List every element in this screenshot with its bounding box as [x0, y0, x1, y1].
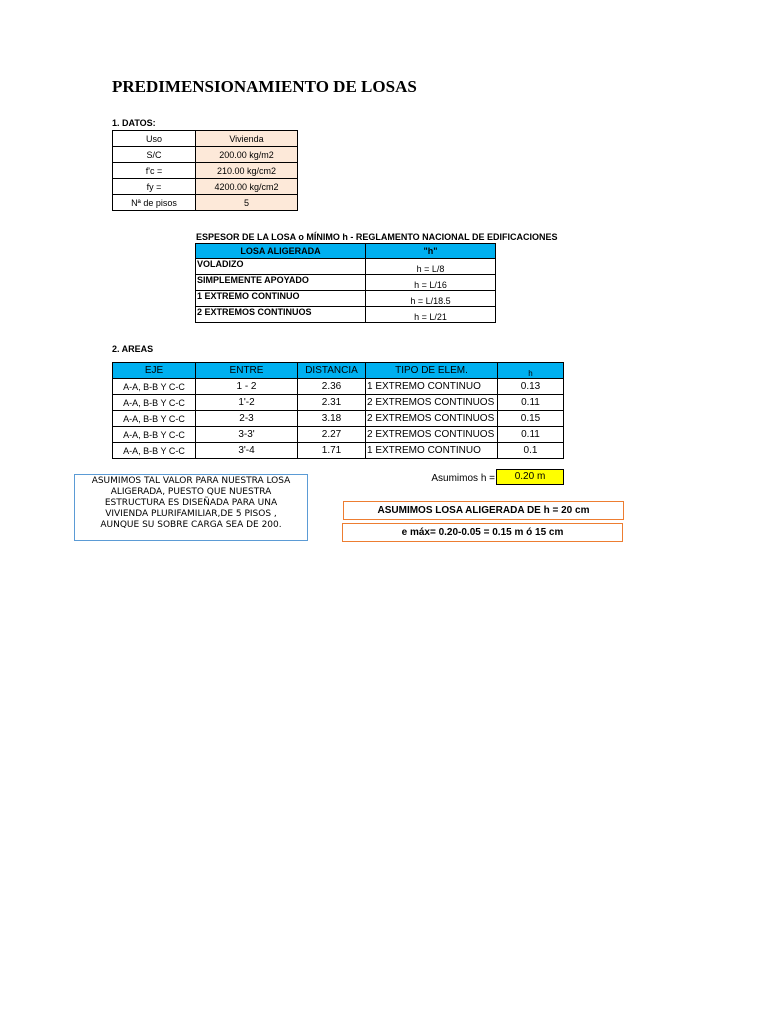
tipo-cell[interactable]: 1 EXTREMO CONTINUO — [366, 443, 498, 459]
espesor-label-cell[interactable]: 2 EXTREMOS CONTINUOS — [196, 307, 366, 323]
column-header-eje[interactable]: EJE — [113, 363, 196, 379]
espesor-formula-cell[interactable]: h = L/21 — [366, 307, 496, 323]
areas-table — [112, 362, 564, 459]
h-cell[interactable]: 0.15 — [498, 411, 564, 427]
espesor-formula-cell[interactable]: h = L/18.5 — [366, 291, 496, 307]
datos-value-cell[interactable]: 200.00 kg/m2 — [196, 147, 298, 163]
result-emax-box[interactable]: e máx= 0.20-0.05 = 0.15 m ó 15 cm — [342, 523, 623, 542]
distancia-cell[interactable]: 2.31 — [298, 395, 366, 411]
column-header-tipo[interactable]: TIPO DE ELEM. — [366, 363, 498, 379]
distancia-cell[interactable]: 3.18 — [298, 411, 366, 427]
espesor-formula-cell[interactable]: h = L/16 — [366, 275, 496, 291]
datos-label-cell[interactable]: Uso — [113, 131, 196, 147]
espesor-formula-cell[interactable]: h = L/8 — [366, 259, 496, 275]
datos-value-cell[interactable]: 5 — [196, 195, 298, 211]
table-row — [113, 411, 564, 427]
datos-label-cell[interactable]: fy = — [113, 179, 196, 195]
distancia-cell[interactable]: 2.36 — [298, 379, 366, 395]
column-header-distancia[interactable]: DISTANCIA — [298, 363, 366, 379]
table-row — [113, 395, 564, 411]
table-row — [113, 427, 564, 443]
entre-cell[interactable]: 3'-4 — [196, 443, 298, 459]
entre-cell[interactable]: 3-3' — [196, 427, 298, 443]
asumimos-value-cell[interactable]: 0.20 m — [496, 469, 564, 485]
table-row — [196, 291, 496, 307]
table-row — [113, 379, 564, 395]
column-header-h[interactable]: "h" — [366, 244, 496, 259]
distancia-cell[interactable]: 2.27 — [298, 427, 366, 443]
tipo-cell[interactable]: 2 EXTREMOS CONTINUOS — [366, 395, 498, 411]
entre-cell[interactable]: 1 - 2 — [196, 379, 298, 395]
table-row — [113, 179, 298, 195]
table-header-row — [196, 244, 496, 259]
eje-cell[interactable]: A-A, B-B Y C-C — [113, 443, 196, 459]
table-row — [196, 259, 496, 275]
asumimos-label: Asumimos h = — [431, 473, 495, 484]
tipo-cell[interactable]: 2 EXTREMOS CONTINUOS — [366, 411, 498, 427]
h-cell[interactable]: 0.11 — [498, 427, 564, 443]
datos-value-cell[interactable]: 210.00 kg/cm2 — [196, 163, 298, 179]
tipo-cell[interactable]: 1 EXTREMO CONTINUO — [366, 379, 498, 395]
entre-cell[interactable]: 2-3 — [196, 411, 298, 427]
table-row — [113, 195, 298, 211]
distancia-cell[interactable]: 1.71 — [298, 443, 366, 459]
eje-cell[interactable]: A-A, B-B Y C-C — [113, 395, 196, 411]
h-cell[interactable]: 0.1 — [498, 443, 564, 459]
table-row — [113, 131, 298, 147]
result-losa-box[interactable]: ASUMIMOS LOSA ALIGERADA DE h = 20 cm — [343, 501, 624, 520]
espesor-table — [195, 243, 496, 323]
entre-cell[interactable]: 1'-2 — [196, 395, 298, 411]
datos-value-cell[interactable]: Vivienda — [196, 131, 298, 147]
datos-label: 1. DATOS: — [112, 118, 156, 128]
tipo-cell[interactable]: 2 EXTREMOS CONTINUOS — [366, 427, 498, 443]
datos-label-cell[interactable]: f'c = — [113, 163, 196, 179]
table-header-row — [113, 363, 564, 379]
table-row — [113, 443, 564, 459]
espesor-title: ESPESOR DE LA LOSA o MÍNIMO h - REGLAMENTO NACIONAL DE EDIFICACIONES — [196, 232, 558, 242]
espesor-label-cell[interactable]: SIMPLEMENTE APOYADO — [196, 275, 366, 291]
column-header-h[interactable]: h — [498, 363, 564, 379]
datos-value-cell[interactable]: 4200.00 kg/cm2 — [196, 179, 298, 195]
h-cell[interactable]: 0.11 — [498, 395, 564, 411]
h-cell[interactable]: 0.13 — [498, 379, 564, 395]
note-textbox[interactable]: ASUMIMOS TAL VALOR PARA NUESTRA LOSA ALIGERADA, PUESTO QUE NUESTRA ESTRUCTURA ES DISEÑADA PARA UNA VIVIENDA PLURIFAMILIAR,DE 5 PISOS , AUNQUE SU SOBRE CARGA SEA DE 200. — [74, 474, 308, 541]
areas-label: 2. AREAS — [112, 344, 154, 354]
eje-cell[interactable]: A-A, B-B Y C-C — [113, 411, 196, 427]
table-row — [196, 275, 496, 291]
table-row — [113, 147, 298, 163]
eje-cell[interactable]: A-A, B-B Y C-C — [113, 379, 196, 395]
datos-label-cell[interactable]: Nª de pisos — [113, 195, 196, 211]
espesor-label-cell[interactable]: 1 EXTREMO CONTINUO — [196, 291, 366, 307]
column-header-entre[interactable]: ENTRE — [196, 363, 298, 379]
page-title: PREDIMENSIONAMIENTO DE LOSAS — [112, 77, 417, 96]
datos-table — [112, 130, 298, 211]
column-header-losa[interactable]: LOSA ALIGERADA — [196, 244, 366, 259]
eje-cell[interactable]: A-A, B-B Y C-C — [113, 427, 196, 443]
table-row — [113, 163, 298, 179]
datos-label-cell[interactable]: S/C — [113, 147, 196, 163]
espesor-label-cell[interactable]: VOLADIZO — [196, 259, 366, 275]
table-row — [196, 307, 496, 323]
